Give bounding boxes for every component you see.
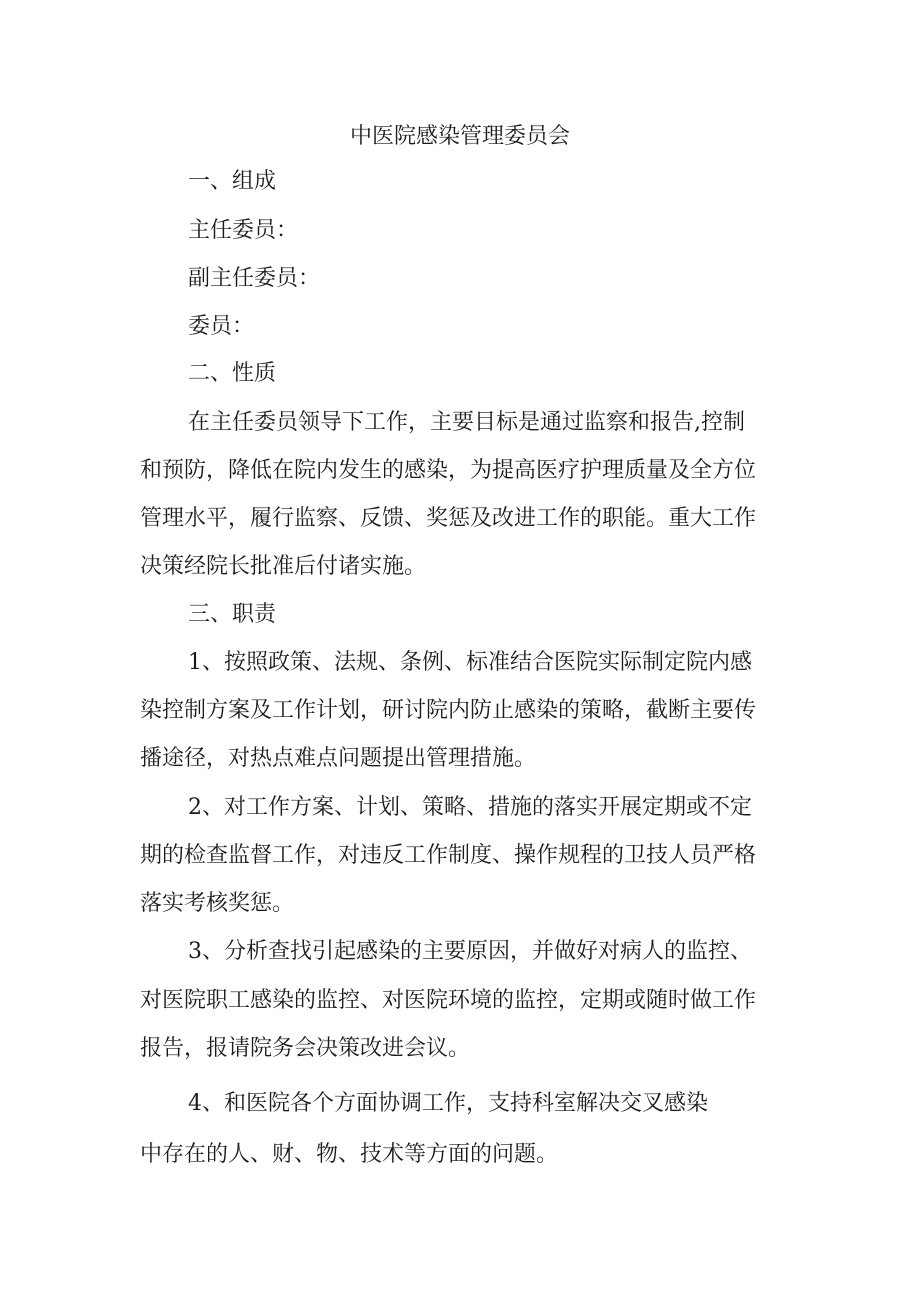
paragraph-line: 在主任委员领导下工作，主要目标是通过监察和报告,控制 [188,410,745,435]
duty-item-3-line: 对医院职工感染的监控、对医院环境的监控，定期或随时做工作 [140,988,757,1013]
duty-item-2-line: 期的检查监督工作，对违反工作制度、操作规程的卫技人员严格 [140,843,757,868]
duty-item-1-line: 播途径，对热点难点问题提出管理措施。 [140,746,537,771]
duty-item-2-line: 落实考核奖惩。 [140,891,295,916]
duty-item-2-line: 2、对工作方案、计划、策略、措施的落实开展定期或不定 [188,795,752,820]
document-title: 中医院感染管理委员会 [349,124,570,149]
duty-item-4-line: 中存在的人、财、物、技术等方面的问题。 [140,1142,559,1167]
chair-label: 主任委员： [188,218,299,243]
duty-item-4-line: 4、和医院各个方面协调工作，支持科室解决交叉感染 [188,1091,708,1116]
vice-chair-label: 副主任委员： [188,266,321,291]
section-heading-composition: 一、组成 [188,169,277,194]
duty-item-3-line: 报告，报请院务会决策改进会议。 [140,1036,471,1061]
section-heading-nature: 二、性质 [188,361,277,386]
paragraph-line: 决策经院长批准后付诸实施。 [140,554,427,579]
duty-item-3-line: 3、分析查找引起感染的主要原因，并做好对病人的监控、 [188,939,752,964]
paragraph-line: 和预防，降低在院内发生的感染，为提高医疗护理质量及全方位 [140,458,757,483]
duty-item-1-line: 染控制方案及工作计划，研讨院内防止感染的策略，截断主要传 [140,698,757,723]
paragraph-line: 管理水平，履行监察、反馈、奖惩及改进工作的职能。重大工作 [140,506,757,531]
duty-item-1-line: 1、按照政策、法规、条例、标准结合医院实际制定院内感 [188,650,752,675]
members-label: 委员： [188,314,255,339]
section-heading-duties: 三、职责 [188,602,277,627]
